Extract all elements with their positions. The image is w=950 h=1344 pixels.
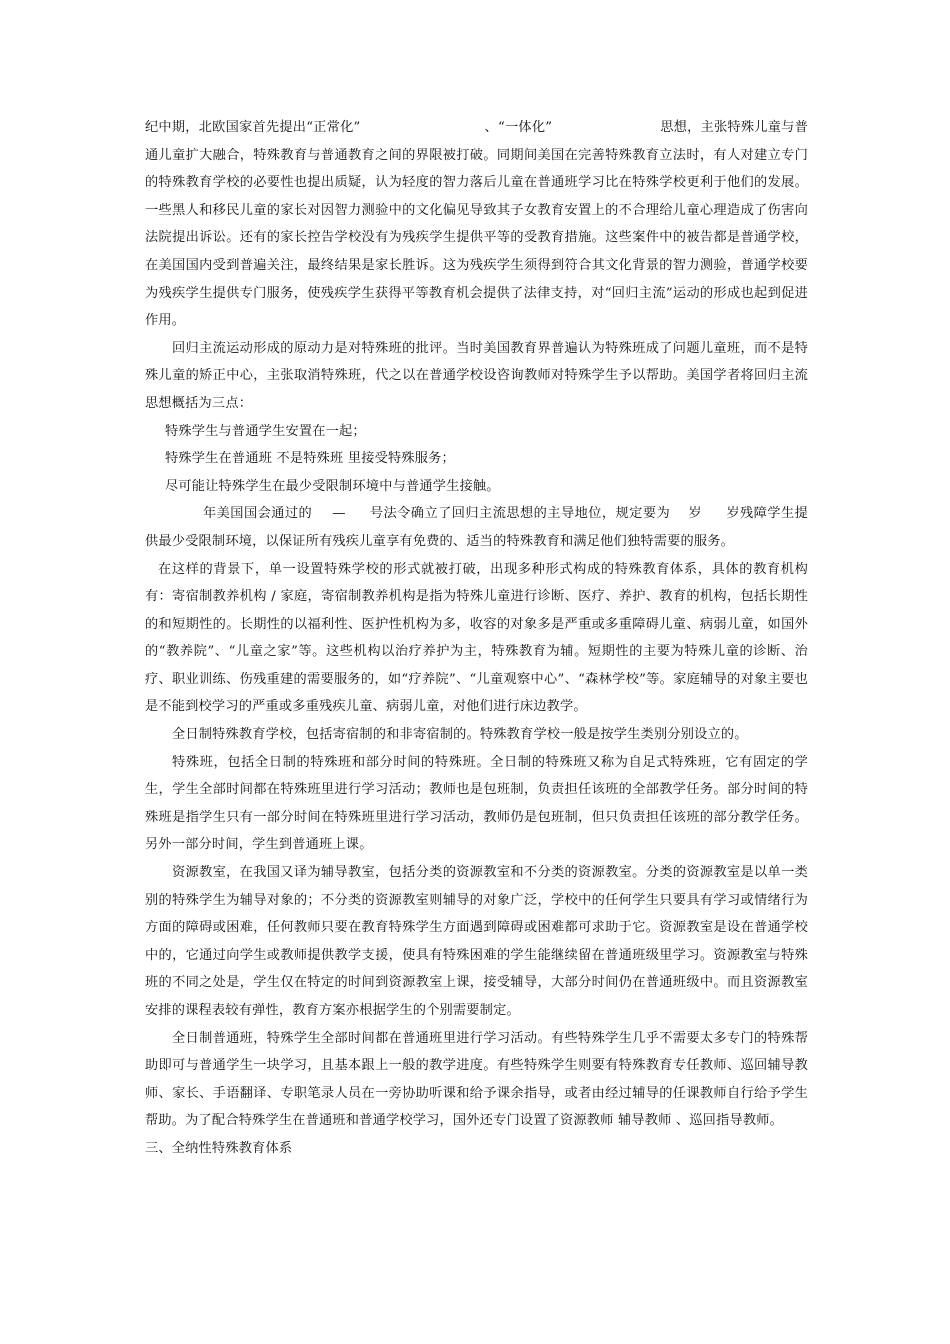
- paragraph: 特殊班，包括全日制的特殊班和部分时间的特殊班。全日制的特殊班又称为自足式特殊班，它有固定的学生，学生全部时间都在特殊班里进行学习活动；教师也是包班制，负责担任该班的全部教学任务。部分时间的特殊班是指学生只有一部分时间在特殊班里进行学习活动，教师仍是包班制，但只负责担任该班的部分教学任务。另外一部分时间，学生到普通班上课。: [145, 754, 808, 853]
- section-heading: 三、全纳性特殊教育体系: [145, 1140, 293, 1156]
- text-run: 号法令确立了回归主流思想的主导地位，规定要为: [369, 506, 671, 522]
- list-item: 特殊学生与普通学生安置在一起；: [165, 423, 366, 439]
- text-run: 思想，主张特殊儿童与普通儿童扩大融合，特殊教育与普通教育之间的界限被打破。同期间美国在完善特殊教育立法时，有人对建立专门的特殊教育学校的必要性也提出质疑，认为轻度的智力落后儿童在普通班学习比在特殊学校更利于他们的发展。一些黑人和移民儿童的家长对因智力测验中的文化偏见导致其子女教育安置上的不合理给儿童心理造成了伤害向法院提出诉讼。还有的家长控告学校没有为残疾学生提供平等的受教育措施。这些案件中的被告都是普通学校，在美国国内受到普遍关注，最终结果是家长胜诉。这为残疾学生须得到符合其文化背景的智力测验，普通学校要为残疾学生提供专门服务，使残疾学生获得平等教育机会提供了法律支持，对“回归主流”运动的形成也起到促进作用。: [145, 120, 808, 329]
- text-run: 、“一体化”: [484, 120, 553, 135]
- text-run: 纪中期，北欧国家首先提出“正常化”: [145, 120, 361, 135]
- text-run: 岁: [688, 506, 703, 522]
- paragraph: 资源教室，在我国又译为辅导教室，包括分类的资源教室和不分类的资源教室。分类的资源教室是以单一类别的特殊学生为辅导对象的；不分类的资源教室则辅导的对象广泛，学校中的任何学生只要具有学习或情绪行为方面的障碍或困难，任何教师只要在教育特殊学生方面遇到障碍或困难都可求助于它。资源教室是设在普通学校中的，它通过向学生或教师提供教学支援，使具有特殊困难的学生能继续留在普通班级里学习。资源教室与特殊班的不同之处是，学生仅在特定的时间到资源教室上课，接受辅导，大部分时间仍在普通班级中。而且资源教室安排的课程表较有弹性，教育方案亦根据学生的个别需要制定。: [145, 865, 808, 1018]
- paragraph: 回归主流运动形成的原动力是对特殊班的批评。当时美国教育界普遍认为特殊班成了问题儿童班，而不是特殊儿童的矫正中心，主张取消特殊班，代之以在普通学校设咨询教师对特殊学生予以帮助。美国学者将回归主流思想概括为三点：: [145, 340, 808, 411]
- paragraph: [145, 500, 808, 555]
- list-item: 尽可能让特殊学生在最少受限制环境中与普通学生接触。: [165, 478, 500, 494]
- text-run: —: [332, 506, 346, 522]
- paragraph: 全日制普通班，特殊学生全部时间都在普通班里进行学习活动。有些特殊学生几乎不需要太多专门的特殊帮助即可与普通学生一块学习，且基本跟上一般的教学进度。有些特殊学生则要有特殊教育专任教师、巡回辅导教师、家长、手语翻译、专职笔录人员在一旁协助听课和给予课余指导，或者由经过辅导的任课教师自行给予学生帮助。为了配合特殊学生在普通班和普通学校学习，国外还专门设置了资源教师 辅导教师 、巡回指导教师。: [145, 1030, 808, 1129]
- paragraph: 全日制特殊教育学校，包括寄宿制的和非寄宿制的。特殊教育学校一般是按学生类别分别设立的。: [172, 727, 748, 743]
- text-run: 年美国国会通过的: [203, 506, 313, 522]
- document-body: [145, 114, 808, 1163]
- paragraph: [145, 114, 808, 335]
- paragraph: 在这样的背景下，单一设置特殊学校的形式就被打破，出现多种形式构成的特殊教育体系，具体的教育机构有：寄宿制教养机构 / 家庭，寄宿制教养机构是指为特殊儿童进行诊断、医疗、养护、教育的机构，包括长期性的和短期性的。长期性的以福利性、医护性机构为多，收容的对象多是严重或多重障碍儿童、病弱儿童，如国外的“教养院”、“儿童之家”等。这些机构以治疗养护为主，特殊教育为辅。短期性的主要为特殊儿童的诊断、治疗、职业训练、伤残重建的需要服务的，如“疗养院”、“儿童观察中心”、“森林学校”等。家庭辅导的对象主要也是不能到校学习的严重或多重残疾儿童、病弱儿童，对他们进行床边教学。: [145, 561, 808, 715]
- text-run: 岁残障学生提供最少受限制环境，以保证所有残疾儿童享有免费的、适当的特殊教育和满足他们独特需要的服务。: [145, 506, 808, 549]
- list-item: 特殊学生在普通班 不是特殊班 里接受特殊服务；: [165, 451, 455, 467]
